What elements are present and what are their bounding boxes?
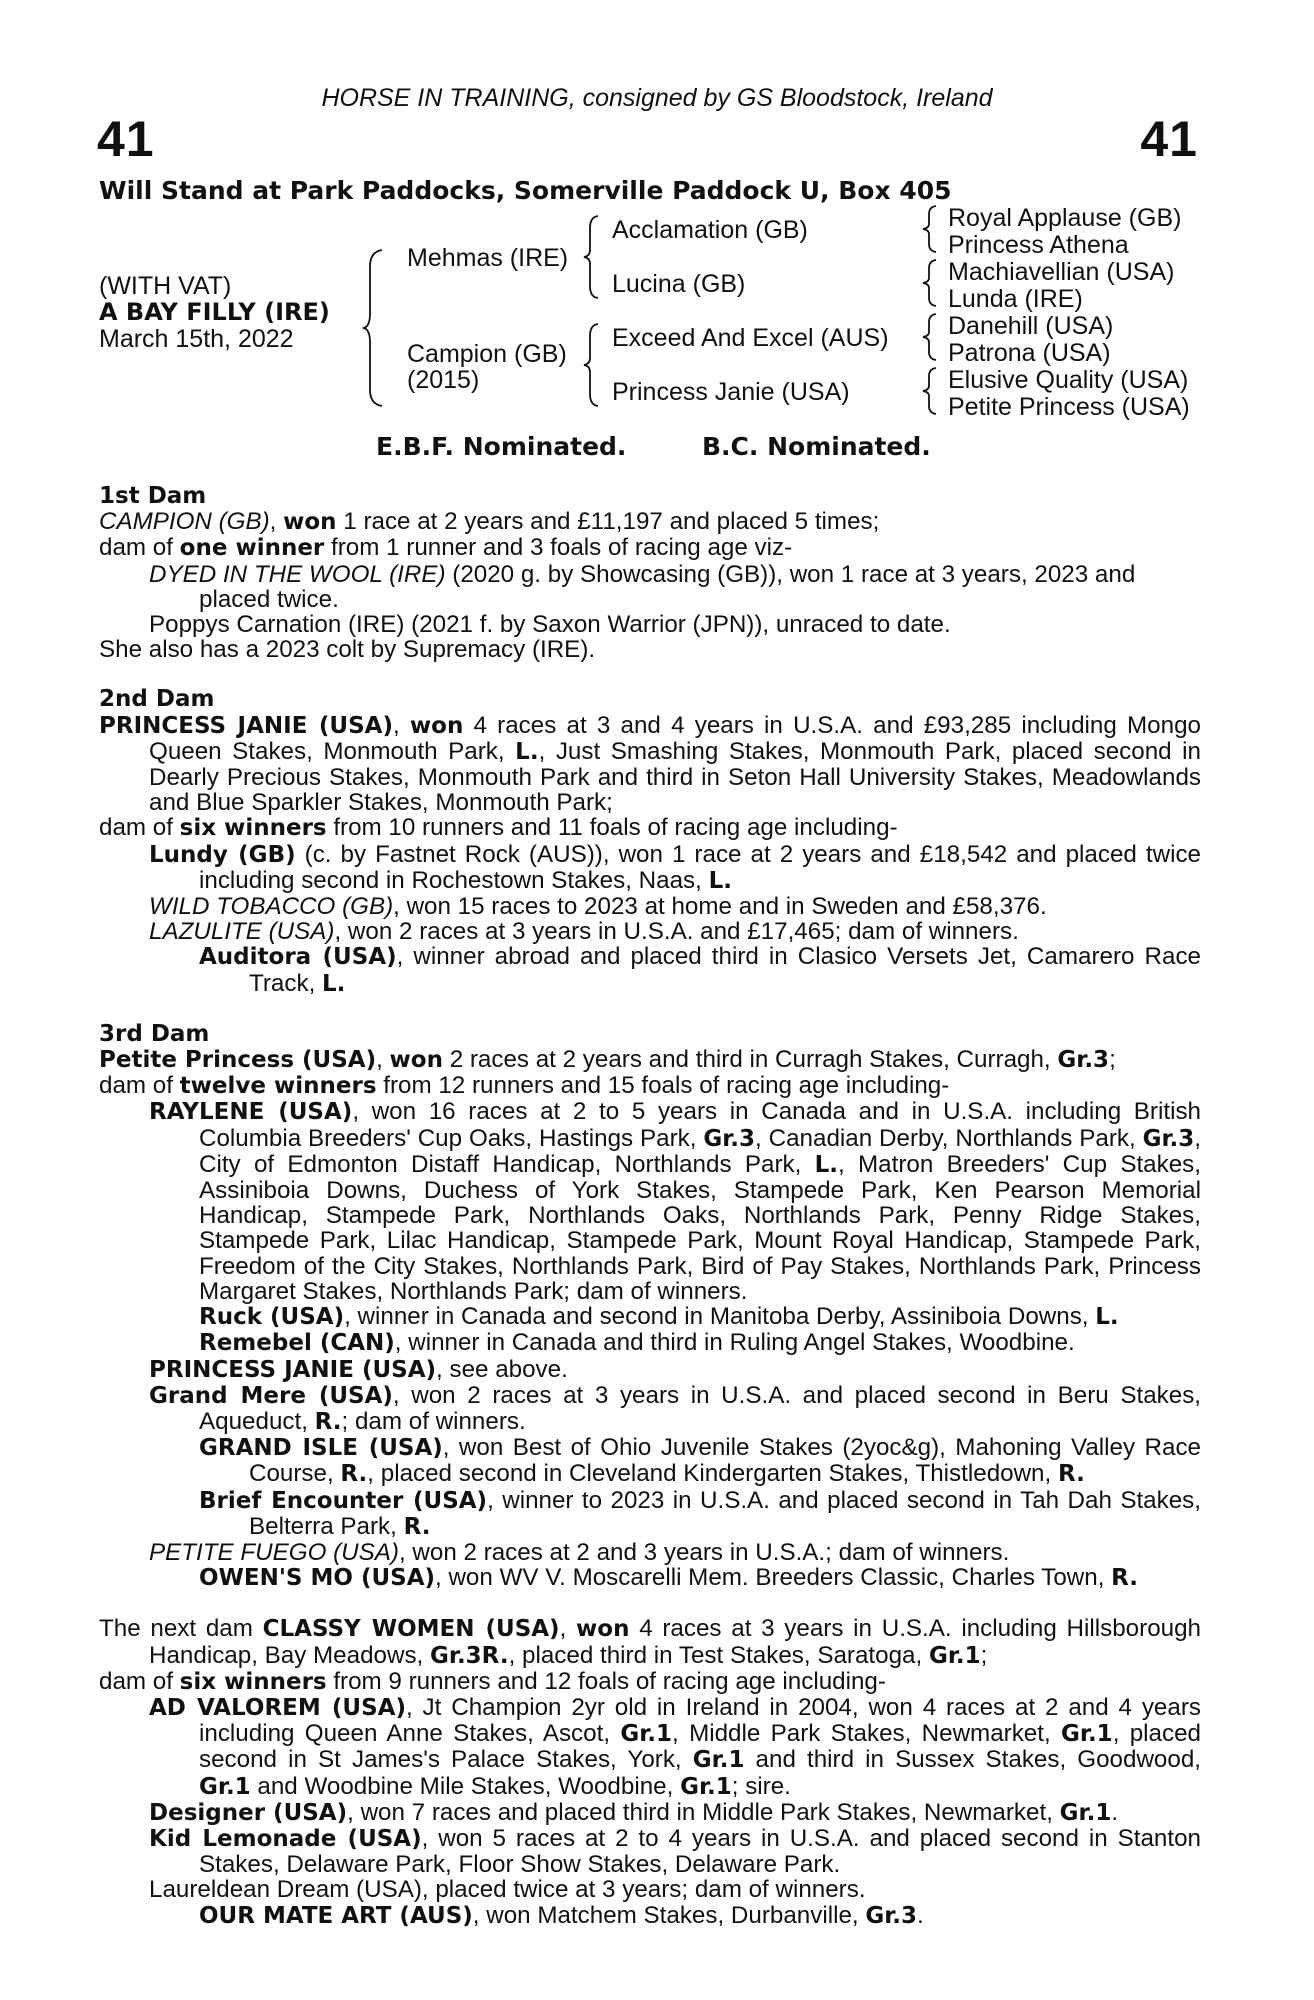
dam-sire: Exceed And Excel (AUS) — [612, 324, 889, 352]
consignment-header: HORSE IN TRAINING, consigned by GS Bloodstock, Ireland — [321, 84, 993, 112]
produce-entry: AD VALOREM (USA), Jt Champion 2yr old in Ireland in 2004, won 4 races at 2 and 4 years including Queen Anne Stakes, Ascot, Gr.1, Middle Park Stakes, Newmarket, Gr.1, placed second in St James's Palace Stakes, York, Gr.1 and third in Sussex Stakes, Goodwood, Gr.1 and Woodbine Mile Stakes, Woodbine, Gr.1; sire. — [149, 1693, 1201, 1800]
sire-sire: Acclamation (GB) — [612, 216, 808, 244]
pedigree-brace-main — [362, 248, 386, 408]
ggs-1: Royal Applause (GB) — [948, 204, 1182, 232]
dam-summary: Petite Princess (USA), won 2 races at 2 years and third in Curragh Stakes, Curragh, Gr.3; — [99, 1046, 1116, 1074]
produce-entry: WILD TOBACCO (GB), won 15 races to 2023 at home and in Sweden and £58,376. — [149, 893, 1047, 921]
produce-summary: dam of six winners from 9 runners and 12 foals of racing age including- — [99, 1667, 886, 1695]
dam-summary: PRINCESS JANIE (USA), won 4 races at 3 and 4 years in U.S.A. and £93,285 including Mongo Queen Stakes, Monmouth Park, L., Just Smashing Stakes, Monmouth Park, placed second in Dearly Precious Stakes, Monmouth Park and third in Seton Hall University Stakes, Meadowlands and Blue Sparkler Stakes, Monmouth Park; — [99, 711, 1201, 817]
produce-entry: Grand Mere (USA), won 2 races at 3 years in U.S.A. and placed second in Beru Stakes, Aqueduct, R.; dam of winners. — [149, 1381, 1202, 1435]
ggd-2: Lunda (IRE) — [948, 285, 1083, 313]
brace-g1 — [920, 204, 940, 254]
brace-g2 — [920, 258, 940, 308]
vat-note: (WITH VAT) — [99, 272, 232, 300]
produce-entry: Designer (USA), won 7 races and placed third in Middle Park Stakes, Newmarket, Gr.1. — [149, 1798, 1119, 1826]
produce-entry: DYED IN THE WOOL (IRE) (2020 g. by Showcasing (GB)), won 1 race at 3 years, 2023 and placed twice. — [149, 560, 1136, 613]
produce-entry: Kid Lemonade (USA), won 5 races at 2 to 4 years in U.S.A. and placed second in Stanton Stakes, Delaware Park, Floor Show Stakes, Delaware Park. — [149, 1824, 1201, 1879]
produce-entry: PETITE FUEGO (USA), won 2 races at 2 and 3 years in U.S.A.; dam of winners. — [149, 1538, 1010, 1566]
first-dam-section — [99, 484, 1201, 662]
sire-dam: Lucina (GB) — [612, 270, 746, 298]
dam-summary: CAMPION (GB), won 1 race at 2 years and £11,197 and placed 5 times; — [99, 508, 880, 536]
second-dam-section — [99, 687, 1201, 996]
produce-entry: Remebel (CAN), winner in Canada and third in Ruling Angel Stakes, Woodbine. — [199, 1329, 1075, 1357]
lot-number-left: 41 — [97, 111, 155, 167]
produce-summary: dam of twelve winners from 12 runners and 15 foals of racing age including- — [99, 1072, 950, 1100]
foaling-date: March 15th, 2022 — [99, 325, 294, 353]
next-dam-section — [99, 1616, 1201, 1928]
section-heading: 1st Dam — [99, 483, 207, 509]
produce-entry: GRAND ISLE (USA), won Best of Ohio Juvenile Stakes (2yoc&g), Mahoning Valley Race Course, R., placed second in Cleveland Kindergarten Stakes, Thistledown, R. — [199, 1434, 1201, 1488]
ggs-2: Machiavellian (USA) — [948, 258, 1175, 286]
produce-entry: Ruck (USA), winner in Canada and second in Manitoba Derby, Assiniboia Downs, L. — [199, 1303, 1119, 1331]
lot-number-right: 41 — [1140, 111, 1198, 167]
pedigree-brace-sire — [582, 214, 602, 300]
dam-dam: Princess Janie (USA) — [612, 378, 850, 406]
third-dam-section — [99, 1022, 1201, 1591]
produce-entry: Laureldean Dream (USA), placed twice at 3 years; dam of winners. — [149, 1876, 866, 1904]
dam-year: (2015) — [407, 366, 480, 394]
produce-entry: Lundy (GB) (c. by Fastnet Rock (AUS)), won 1 race at 2 years and £18,542 and placed twice including second in Rochestown Stakes, Naas, L. — [149, 840, 1201, 894]
produce-summary: dam of one winner from 1 runner and 3 foals of racing age viz- — [99, 534, 793, 562]
section-heading: 2nd Dam — [99, 686, 215, 713]
produce-entry: RAYLENE (USA), won 16 races at 2 to 5 years in Canada and in U.S.A. including British Columbia Breeders' Cup Oaks, Hastings Park, Gr.3, Canadian Derby, Northlands Park, Gr.3, City of Edmonton Distaff Handicap, Northlands Park, L., Matron Breeders' Cup Stakes, Assiniboia Downs, Duchess of York Stakes, Stampede Park, Ken Pearson Memorial Handicap, Stampede Park, Northlands Oaks, Northlands Park, Penny Ridge Stakes, Stampede Park, Lilac Handicap, Stampede Park, Mount Royal Handicap, Stampede Park, Freedom of the City Stakes, Northlands Park, Bird of Pay Stakes, Northlands Park, Princess Margaret Stakes, Northlands Park; dam of winners. — [149, 1098, 1201, 1305]
ggd-4: Petite Princess (USA) — [948, 393, 1190, 421]
sire-name: Mehmas (IRE) — [407, 244, 569, 272]
produce-entry: Auditora (USA), winner abroad and placed third in Clasico Versets Jet, Camarero Race Track, L. — [199, 943, 1201, 997]
produce-entry: PRINCESS JANIE (USA), see above. — [149, 1355, 568, 1383]
dam-name: Campion (GB) — [407, 340, 567, 368]
produce-entry: OWEN'S MO (USA), won WV V. Moscarelli Mem. Breeders Classic, Charles Town, R. — [199, 1564, 1139, 1592]
produce-entry: Brief Encounter (USA), winner to 2023 in U.S.A. and placed second in Tah Dah Stakes, Belterra Park, R. — [199, 1486, 1201, 1540]
pedigree-brace-dam — [582, 322, 602, 408]
horse-name: A BAY FILLY (IRE) — [99, 298, 330, 326]
brace-g3 — [920, 312, 940, 362]
stand-location: Will Stand at Park Paddocks, Somerville Paddock U, Box 405 — [99, 176, 952, 205]
dam-lines — [99, 484, 1201, 1929]
bc-nomination: B.C. Nominated. — [702, 432, 931, 461]
produce-note: She also has a 2023 colt by Supremacy (IRE). — [99, 636, 596, 664]
produce-entry: LAZULITE (USA), won 2 races at 3 years in U.S.A. and £17,465; dam of winners. — [149, 918, 1019, 946]
dam-summary: The next dam CLASSY WOMEN (USA), won 4 races at 3 years in U.S.A. including Hillsborough Handicap, Bay Meadows, Gr.3R., placed third in Test Stakes, Saratoga, Gr.1; — [99, 1615, 1201, 1669]
produce-summary: dam of six winners from 10 runners and 11 foals of racing age including- — [99, 814, 898, 842]
section-heading: 3rd Dam — [99, 1020, 210, 1047]
brace-g4 — [920, 366, 940, 416]
ebf-nomination: E.B.F. Nominated. — [376, 432, 627, 461]
ggd-3: Patrona (USA) — [948, 339, 1111, 367]
ggs-4: Elusive Quality (USA) — [948, 366, 1189, 394]
ggs-3: Danehill (USA) — [948, 312, 1114, 340]
ggd-1: Princess Athena — [948, 231, 1129, 259]
produce-entry: OUR MATE ART (AUS), won Matchem Stakes, Durbanville, Gr.3. — [199, 1901, 924, 1929]
produce-entry: Poppys Carnation (IRE) (2021 f. by Saxon Warrior (JPN)), unraced to date. — [149, 611, 951, 639]
